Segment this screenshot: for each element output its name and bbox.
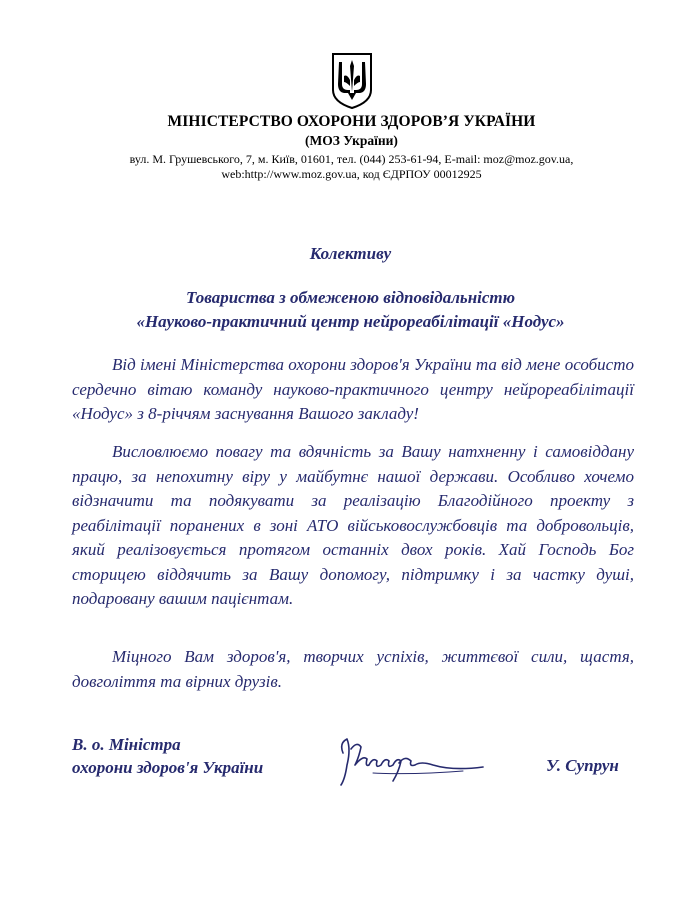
handwritten-signature-icon <box>333 735 485 787</box>
ministry-name: МІНІСТЕРСТВО ОХОРОНИ ЗДОРОВ’Я УКРАЇНИ <box>167 113 536 130</box>
company-name-line: Товариства з обмеженою відповідальністю <box>185 288 516 307</box>
signatory-name: У. Супрун <box>546 756 619 775</box>
company-name <box>0 286 687 334</box>
signatory-position-line: охорони здоров'я України <box>72 758 264 777</box>
contacts-line: web:http://www.moz.gov.ua, код ЄДРПОУ 00012925 <box>221 167 482 181</box>
signatory-position <box>72 733 263 779</box>
letter-paragraph: Висловлюємо повагу та вдячність за Вашу натхненну і самовіддану працю, за непохитну віру у майбутнє нашої держави. Особливо хочемо відзначити та подякувати за реалізацію Благодійного проекту з реабілітації поранених в зоні АТО військовослужбовців та добровольців, який реалізовується протягом останніх двох років. Хай Господь Бог сторицею віддячить за Вашу допомогу, підтримку і за частку душі, подаровану вашим пацієнтам. <box>72 442 634 608</box>
letter-addressee: Колективу <box>309 244 392 263</box>
ministry-abbreviation: (МОЗ України) <box>305 133 398 148</box>
letter-paragraph: Міцного Вам здоров'я, творчих успіхів, життєвої сили, щастя, довголіття та вірних друзів. <box>72 647 634 691</box>
trident-emblem-icon <box>330 52 374 110</box>
letter-paragraph: Від імені Міністерства охорони здоров'я України та від мене особисто сердечно вітаю команду науково-практичного центру нейрореабілітації «Нодус» з 8-річчям заснування Вашого закладу! <box>72 355 634 423</box>
contacts-line: вул. М. Грушевського, 7, м. Київ, 01601, тел. (044) 253-61-94, E-mail: moz@moz.gov.ua, <box>129 152 574 166</box>
ministry-contacts <box>0 152 687 182</box>
company-name-line: «Науково-практичний центр нейрореабілітації «Нодус» <box>136 312 565 331</box>
signatory-position-line: В. о. Міністра <box>72 735 181 754</box>
